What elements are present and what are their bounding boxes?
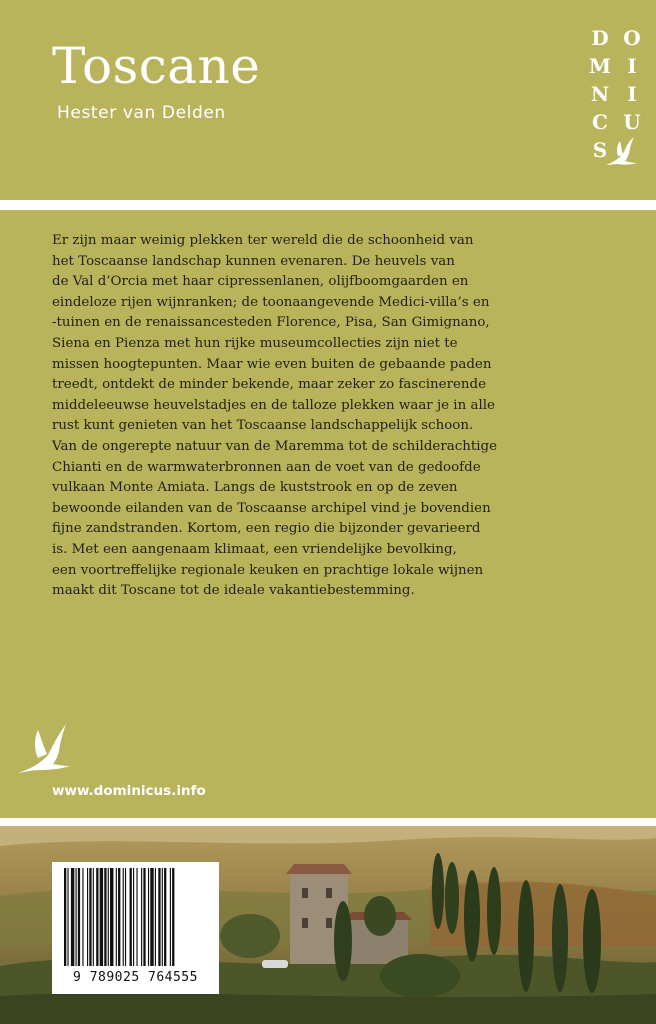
blurb-line: rust kunt genieten van het Toscaanse landschappelijk schoon. bbox=[52, 418, 474, 434]
barcode-bars bbox=[52, 862, 219, 970]
blurb-line: de Val d’Orcia met haar cipressenlanen, olijfboomgaarden en bbox=[52, 274, 469, 290]
logo-letter: O bbox=[623, 26, 641, 50]
barcode-bar bbox=[110, 868, 113, 966]
barcode-bar bbox=[141, 868, 142, 966]
logo-letter: I bbox=[627, 82, 637, 106]
blurb-line: een voortreffelijke regionale keuken en prachtige lokale wijnen bbox=[52, 562, 484, 578]
barcode-bar bbox=[71, 868, 74, 966]
blurb-line: fijne zandstranden. Kortom, een regio die bijzonder gevarieerd bbox=[52, 521, 481, 537]
barcode bbox=[52, 862, 219, 994]
logo-letter: M bbox=[588, 54, 612, 78]
barcode-bar bbox=[148, 868, 149, 966]
blurb-line: maakt dit Toscane tot de ideale vakantiebestemming. bbox=[52, 583, 415, 599]
barcode-bar bbox=[158, 868, 160, 966]
blurb-line: eindeloze rijen wijnranken; de toonaangevende Medici-villa’s en bbox=[52, 294, 490, 310]
barcode-bar bbox=[150, 868, 153, 966]
barcode-bar bbox=[125, 868, 126, 966]
barcode-bar bbox=[104, 868, 106, 966]
blurb-line: middeleeuwse heuvelstadjes en de talloze plekken waar je in alle bbox=[52, 397, 495, 413]
blurb-line: Siena en Pienza met hun rijke museumcollecties zijn niet te bbox=[52, 335, 458, 351]
barcode-bar bbox=[89, 868, 91, 966]
barcode-bar bbox=[116, 868, 117, 966]
barcode-bar bbox=[64, 868, 66, 966]
book-title: Toscane bbox=[52, 37, 261, 95]
blurb-text bbox=[52, 231, 512, 602]
barcode-bar bbox=[93, 868, 94, 966]
barcode-bar bbox=[133, 868, 134, 966]
blurb-line: is. Met een aangenaam klimaat, een vriendelijke bevolking, bbox=[52, 541, 457, 557]
barcode-bar bbox=[136, 868, 137, 966]
barcode-bar bbox=[164, 868, 166, 966]
author-name: Hester van Delden bbox=[57, 103, 226, 123]
barcode-bar bbox=[108, 868, 109, 966]
logo-row bbox=[588, 110, 644, 138]
logo-letter: C bbox=[592, 110, 608, 134]
blurb-line: Er zijn maar weinig plekken ter wereld die de schoonheid van bbox=[52, 233, 474, 248]
swift-bird-icon bbox=[604, 136, 638, 168]
barcode-bar bbox=[78, 868, 80, 966]
logo-letter: U bbox=[623, 110, 641, 134]
isbn-number: 9 789025 764555 bbox=[73, 970, 198, 985]
barcode-bar bbox=[100, 868, 103, 966]
barcode-bar bbox=[143, 868, 145, 966]
blurb-line: het Toscaanse landschap kunnen evenaren. De heuvels van bbox=[52, 253, 455, 269]
logo-row bbox=[588, 26, 644, 54]
blurb-line: -tuinen en de renaissancesteden Florence, Pisa, San Gimignano, bbox=[52, 315, 490, 331]
barcode-bar bbox=[162, 868, 163, 966]
blurb-line: vulkaan Monte Amiata. Langs de kuststrook en op de zeven bbox=[52, 480, 458, 496]
blurb-line: Chianti en de warmwaterbronnen aan de voet van de gedoofde bbox=[52, 459, 481, 475]
blurb-line: bewoonde eilanden van de Toscaanse archipel vind je bovendien bbox=[52, 500, 491, 516]
blurb-line: Van de ongerepte natuur van de Maremma tot de schilderachtige bbox=[52, 438, 497, 454]
barcode-bar bbox=[172, 868, 174, 966]
barcode-bar bbox=[96, 868, 98, 966]
logo-row bbox=[588, 82, 644, 110]
logo-letter: S bbox=[592, 138, 608, 162]
header-band bbox=[0, 0, 656, 200]
swift-bird-icon bbox=[16, 718, 72, 776]
barcode-bar bbox=[87, 868, 88, 966]
barcode-bar bbox=[123, 868, 124, 966]
barcode-bar bbox=[118, 868, 120, 966]
logo-letter: I bbox=[627, 54, 637, 78]
logo-row bbox=[588, 54, 644, 82]
barcode-bar bbox=[76, 868, 77, 966]
publisher-website[interactable]: www.dominicus.info bbox=[52, 783, 206, 799]
barcode-bar bbox=[155, 868, 156, 966]
logo-letter: N bbox=[590, 82, 610, 106]
logo-letter: D bbox=[591, 26, 609, 50]
barcode-bar bbox=[67, 868, 68, 966]
barcode-bar bbox=[170, 868, 171, 966]
blurb-line: treedt, ontdekt de minder bekende, maar zeker zo fascinerende bbox=[52, 377, 487, 393]
barcode-bar bbox=[130, 868, 132, 966]
blurb-line: missen hoogtepunten. Maar wie even buiten de gebaande paden bbox=[52, 356, 492, 372]
barcode-bar bbox=[82, 868, 83, 966]
